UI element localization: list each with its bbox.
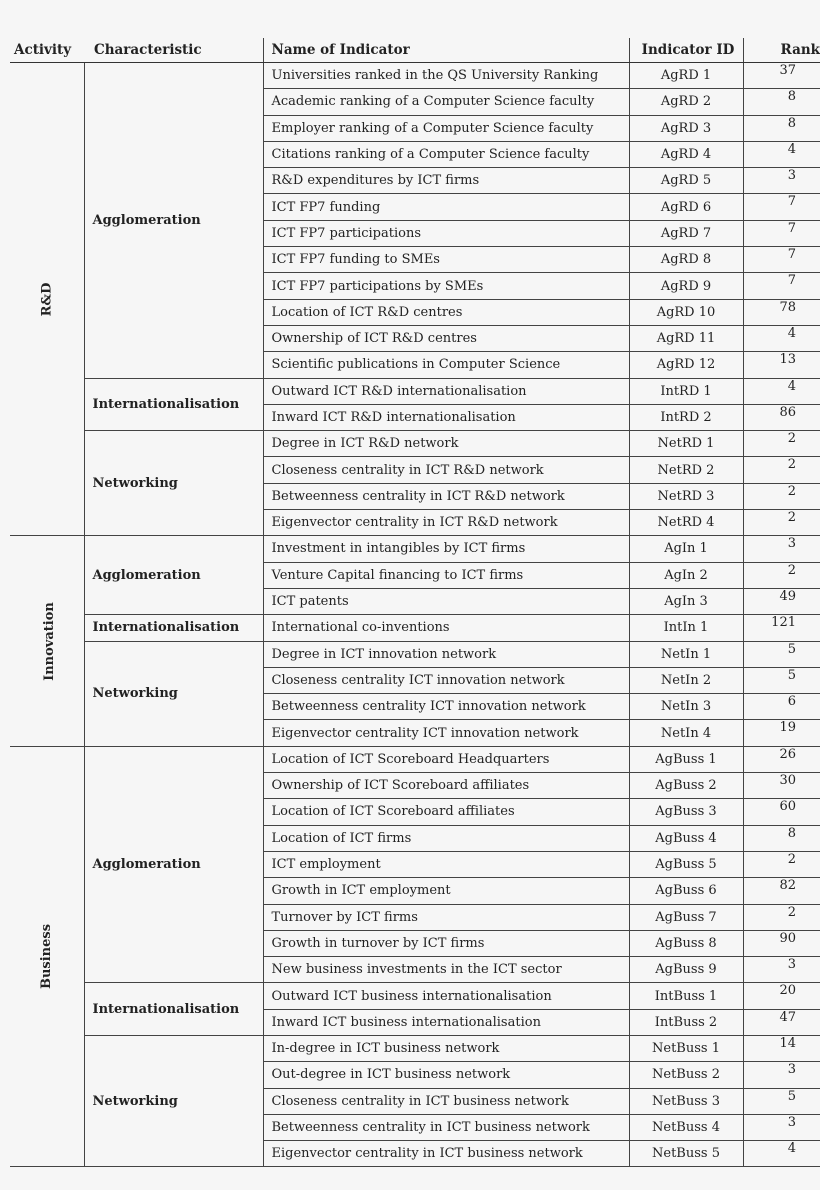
rank-cell: 7 [743,220,820,246]
table-row [10,431,820,457]
characteristic-cell: Networking [84,431,263,536]
indicator-id-cell: NetRD 2 [629,457,743,483]
indicator-id-cell: IntIn 1 [629,615,743,641]
indicator-id-cell: AgRD 5 [629,168,743,194]
characteristic-cell: Agglomeration [84,746,263,983]
activity-cell [10,536,84,746]
indicator-id-cell: AgRD 2 [629,89,743,115]
indicator-name-cell: Out-degree in ICT business network [263,1062,629,1088]
rank-cell: 2 [743,483,820,509]
rank-cell: 6 [743,694,820,720]
characteristic-cell: Internationalisation [84,983,263,1036]
indicator-name-cell: Degree in ICT R&D network [263,431,629,457]
table-row [10,378,820,404]
indicator-name-cell: Outward ICT business internationalisation [263,983,629,1009]
rank-cell: 82 [743,878,820,904]
indicator-id-cell: AgBuss 3 [629,799,743,825]
rank-cell: 3 [743,168,820,194]
rank-cell: 4 [743,325,820,351]
activity-cell [10,746,84,1167]
header-rank: Rank [743,38,820,63]
indicator-id-cell: AgBuss 2 [629,773,743,799]
rank-cell: 7 [743,194,820,220]
rank-cell: 8 [743,89,820,115]
indicator-id-cell: AgBuss 4 [629,825,743,851]
indicator-name-cell: Location of ICT Scoreboard affiliates [263,799,629,825]
indicator-id-cell: NetBuss 3 [629,1088,743,1114]
rank-cell: 20 [743,983,820,1009]
rank-cell: 7 [743,273,820,299]
indicator-id-cell: AgRD 1 [629,63,743,89]
indicator-name-cell: New business investments in the ICT sector [263,957,629,983]
indicator-id-cell: AgBuss 1 [629,746,743,772]
indicator-id-cell: NetIn 4 [629,720,743,746]
rank-cell: 4 [743,141,820,167]
characteristic-cell: Internationalisation [84,615,263,641]
indicator-id-cell: IntBuss 2 [629,1009,743,1035]
indicator-name-cell: Growth in turnover by ICT firms [263,930,629,956]
header-row [10,38,820,63]
indicator-id-cell: NetRD 3 [629,483,743,509]
rank-cell: 5 [743,667,820,693]
indicator-id-cell: IntRD 2 [629,404,743,430]
indicator-name-cell: Inward ICT business internationalisation [263,1009,629,1035]
indicator-name-cell: Location of ICT firms [263,825,629,851]
table-row [10,536,820,562]
indicator-id-cell: IntBuss 1 [629,983,743,1009]
rank-cell: 19 [743,720,820,746]
rank-cell: 78 [743,299,820,325]
indicator-id-cell: NetBuss 5 [629,1141,743,1167]
rank-cell: 2 [743,851,820,877]
indicator-id-cell: AgIn 2 [629,562,743,588]
header-indicator-id: Indicator ID [629,38,743,63]
rank-cell: 3 [743,1114,820,1140]
indicator-name-cell: ICT FP7 funding to SMEs [263,247,629,273]
indicator-name-cell: Academic ranking of a Computer Science faculty [263,89,629,115]
indicator-name-cell: Investment in intangibles by ICT firms [263,536,629,562]
indicator-name-cell: Universities ranked in the QS University Ranking [263,63,629,89]
indicator-name-cell: Closeness centrality in ICT R&D network [263,457,629,483]
indicator-name-cell: ICT employment [263,851,629,877]
indicator-id-cell: AgRD 11 [629,325,743,351]
characteristic-cell: Agglomeration [84,536,263,615]
rank-cell: 5 [743,641,820,667]
indicator-name-cell: Location of ICT Scoreboard Headquarters [263,746,629,772]
indicator-id-cell: NetIn 3 [629,694,743,720]
rank-cell: 49 [743,588,820,614]
rank-cell: 2 [743,510,820,536]
table-row [10,1035,820,1061]
indicator-id-cell: AgBuss 9 [629,957,743,983]
rank-cell: 4 [743,1141,820,1167]
indicator-id-cell: NetRD 1 [629,431,743,457]
rank-cell: 3 [743,1062,820,1088]
indicator-id-cell: AgRD 9 [629,273,743,299]
characteristic-cell: Networking [84,1035,263,1166]
table-row [10,983,820,1009]
rank-cell: 2 [743,457,820,483]
indicator-name-cell: Outward ICT R&D internationalisation [263,378,629,404]
rank-cell: 13 [743,352,820,378]
characteristic-cell: Agglomeration [84,63,263,379]
header-activity: Activity [10,38,84,63]
indicator-name-cell: Citations ranking of a Computer Science faculty [263,141,629,167]
indicator-name-cell: Eigenvector centrality ICT innovation network [263,720,629,746]
indicator-id-cell: AgRD 4 [629,141,743,167]
indicator-name-cell: Location of ICT R&D centres [263,299,629,325]
indicator-name-cell: Degree in ICT innovation network [263,641,629,667]
indicator-name-cell: Betweenness centrality ICT innovation network [263,694,629,720]
indicator-id-cell: NetBuss 4 [629,1114,743,1140]
rank-cell: 26 [743,746,820,772]
indicator-name-cell: ICT FP7 participations [263,220,629,246]
indicator-name-cell: Closeness centrality in ICT business network [263,1088,629,1114]
rank-cell: 2 [743,431,820,457]
characteristic-cell: Internationalisation [84,378,263,431]
indicator-id-cell: AgRD 12 [629,352,743,378]
rank-cell: 37 [743,63,820,89]
indicator-name-cell: In-degree in ICT business network [263,1035,629,1061]
indicator-id-cell: AgRD 6 [629,194,743,220]
indicator-id-cell: AgRD 8 [629,247,743,273]
indicator-table [10,38,820,1167]
indicator-id-cell: AgBuss 7 [629,904,743,930]
indicator-id-cell: NetRD 4 [629,510,743,536]
indicator-id-cell: AgIn 1 [629,536,743,562]
rank-cell: 60 [743,799,820,825]
indicator-id-cell: AgRD 10 [629,299,743,325]
rank-cell: 3 [743,536,820,562]
indicator-name-cell: Closeness centrality ICT innovation network [263,667,629,693]
activity-label: Business [39,924,55,990]
rank-cell: 14 [743,1035,820,1061]
indicator-id-cell: AgRD 7 [629,220,743,246]
indicator-name-cell: R&D expenditures by ICT firms [263,168,629,194]
indicator-id-cell: IntRD 1 [629,378,743,404]
table-body [10,63,820,1167]
rank-cell: 8 [743,825,820,851]
indicator-id-cell: NetBuss 1 [629,1035,743,1061]
indicator-name-cell: Growth in ICT employment [263,878,629,904]
indicator-name-cell: Employer ranking of a Computer Science faculty [263,115,629,141]
indicator-name-cell: Inward ICT R&D internationalisation [263,404,629,430]
header-name: Name of Indicator [263,38,629,63]
indicator-name-cell: ICT patents [263,588,629,614]
indicator-name-cell: Betweenness centrality in ICT R&D network [263,483,629,509]
indicator-name-cell: ICT FP7 participations by SMEs [263,273,629,299]
rank-cell: 90 [743,930,820,956]
rank-cell: 2 [743,562,820,588]
indicator-id-cell: NetIn 2 [629,667,743,693]
activity-label: Innovation [41,601,57,681]
rank-cell: 5 [743,1088,820,1114]
indicator-name-cell: Venture Capital financing to ICT firms [263,562,629,588]
indicator-id-cell: AgIn 3 [629,588,743,614]
indicator-name-cell: Ownership of ICT Scoreboard affiliates [263,773,629,799]
table-row [10,641,820,667]
rank-cell: 4 [743,378,820,404]
header-characteristic: Characteristic [84,38,263,63]
indicator-id-cell: NetIn 1 [629,641,743,667]
indicator-id-cell: AgRD 3 [629,115,743,141]
indicator-name-cell: ICT FP7 funding [263,194,629,220]
indicator-name-cell: Betweenness centrality in ICT business network [263,1114,629,1140]
indicator-name-cell: Turnover by ICT firms [263,904,629,930]
rank-cell: 30 [743,773,820,799]
rank-cell: 3 [743,957,820,983]
indicator-name-cell: Eigenvector centrality in ICT business network [263,1141,629,1167]
rank-cell: 7 [743,247,820,273]
rank-cell: 2 [743,904,820,930]
activity-cell [10,63,84,536]
table-row [10,63,820,89]
rank-cell: 121 [743,615,820,641]
activity-label: R&D [39,282,55,317]
rank-cell: 86 [743,404,820,430]
table-row [10,615,820,641]
indicator-name-cell: Scientific publications in Computer Science [263,352,629,378]
indicator-name-cell: International co-inventions [263,615,629,641]
characteristic-cell: Networking [84,641,263,746]
indicator-id-cell: AgBuss 8 [629,930,743,956]
indicator-id-cell: AgBuss 6 [629,878,743,904]
rank-cell: 47 [743,1009,820,1035]
indicator-id-cell: NetBuss 2 [629,1062,743,1088]
indicator-name-cell: Ownership of ICT R&D centres [263,325,629,351]
rank-cell: 8 [743,115,820,141]
table-row [10,746,820,772]
indicator-name-cell: Eigenvector centrality in ICT R&D network [263,510,629,536]
indicator-id-cell: AgBuss 5 [629,851,743,877]
